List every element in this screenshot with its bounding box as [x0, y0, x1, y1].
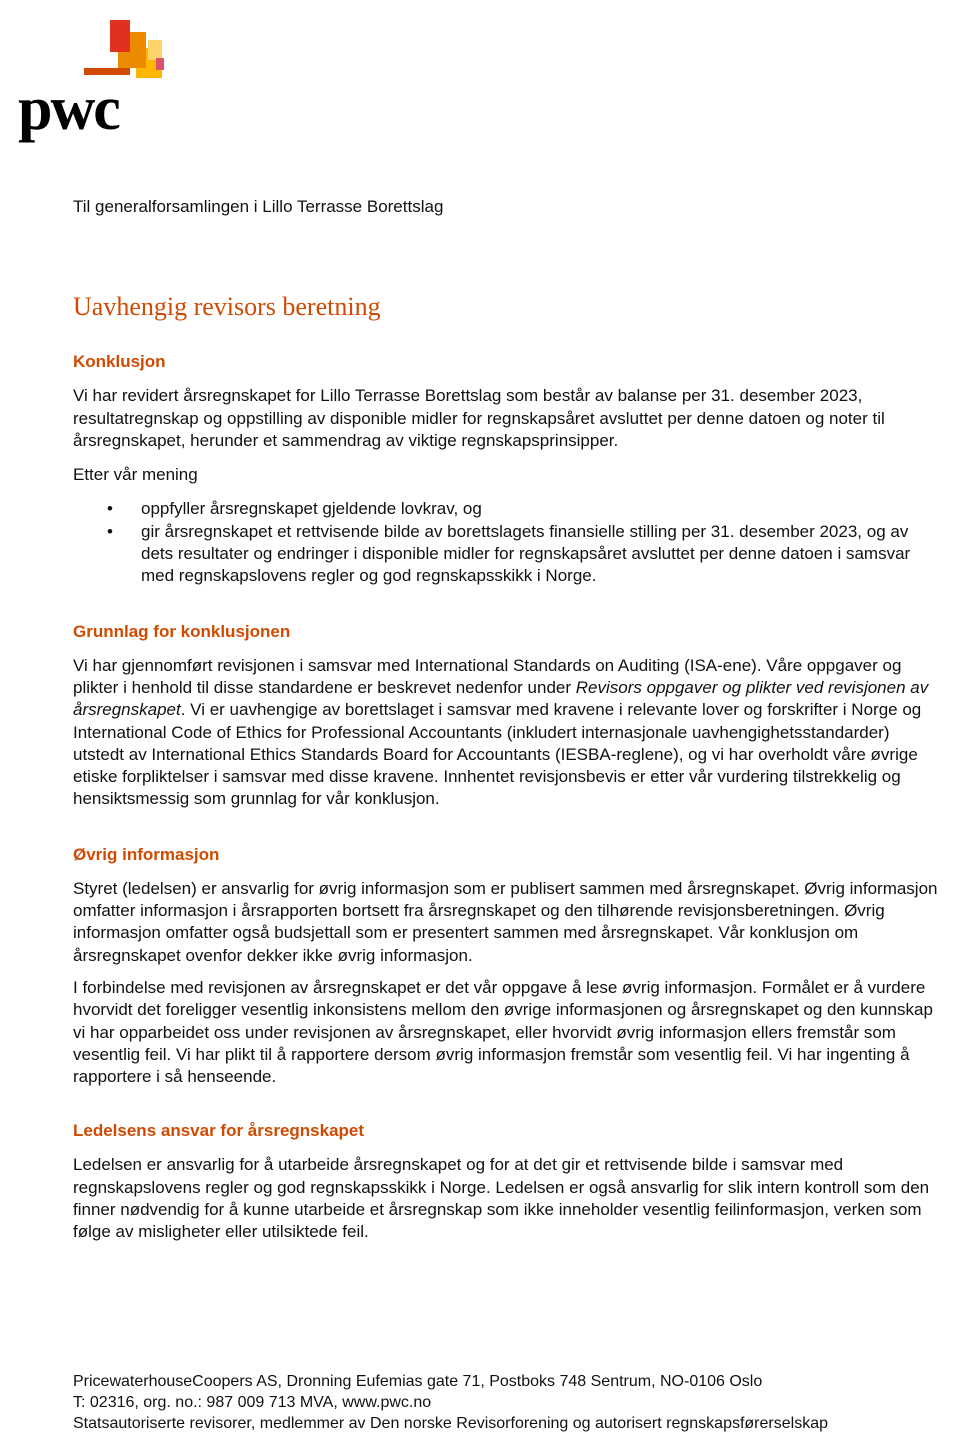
list-item — [73, 498, 945, 520]
logo-block-rose — [156, 58, 164, 70]
section-ovrig-informasjon — [73, 844, 945, 1089]
footer-contact: T: 02316, org. no.: 987 009 713 MVA, www.pwc.no — [73, 1394, 432, 1411]
section-heading-ledelsen: Ledelsens ansvar for årsregnskapet — [73, 1121, 365, 1141]
list-item-text: gir årsregnskapet et rettvisende bilde av borettslagets finansielle stilling per 31. desember 2023, og av dets resultater og endringer i disponible midler for regnskapsåret avsluttet per denne datoen i samsvar med regnskapslovens regler og god regnskapsskikk i Norge. — [141, 521, 911, 586]
logo-block-light-yellow — [148, 40, 162, 60]
logo-block-red-bar — [84, 68, 130, 75]
ovrig-paragraph-2: I forbindelse med revisjonen av årsregnskapet er det vår oppgave å lese øvrig informasjon. Formålet er å vurdere hvorvidt det foreligger vesentlig inkonsistens mellom den øvrige informasjonen og årsregnskapet og den kunnskap vi har opparbeidet oss under revisjonen av årsregnskapet, eller hvorvidt øvrig informasjon ellers fremstår som vesentlig feil. Vi har plikt til å rapportere dersom øvrig informasjon fremstår som vesentlig feil. Vi har ingenting å rapportere i så henseende. — [73, 977, 933, 1087]
bullet-icon: • — [107, 499, 113, 519]
section-heading-grunnlag: Grunnlag for konklusjonen — [73, 621, 291, 641]
list-item — [73, 521, 945, 588]
konklusjon-intro: Etter vår mening — [73, 465, 198, 485]
grunnlag-text-start: Vi har gjennomført revisjonen i samsvar med International Standards on Auditing (ISA-ene). Våre oppgaver og plikter i henhold til disse standardene er beskrevet nedenfor under — [73, 655, 902, 697]
ledelsen-paragraph: Ledelsen er ansvarlig for å utarbeide årsregnskapet og for at det gir et rettvisende bilde i samsvar med regnskapslovens regler og god regnskapsskikk i Norge. Ledelsen er også ansvarlig for slik intern kontroll som den finner nødvendig for å kunne utarbeide et årsregnskap som ikke inneholder vesentlig feilinformasjon, verken som følge av misligheter eller utilsiktede feil. — [73, 1155, 930, 1242]
grunnlag-text-end: . Vi er uavhengige av borettslaget i samsvar med kravene i relevante lover og forskrifter i Norge og International Code of Ethics for Professional Accountants (inkludert internasjonale uavhengighetsstandarder) utstedt av International Ethics Standards Board for Accountants (IESBA-reglene), og vi har overholdt våre øvrige etiske forpliktelser i samsvar med disse kravene. Innhentet revisjonsbevis er etter vår vurdering tilstrekkelig og hensiktsmessig som grunnlag for vår konklusjon. — [73, 700, 922, 809]
logo-wordmark: pwc — [18, 75, 119, 143]
section-heading-ovrig: Øvrig informasjon — [73, 844, 220, 864]
addressee: Til generalforsamlingen i Lillo Terrasse Borettslag — [73, 197, 444, 216]
section-grunnlag — [73, 621, 945, 811]
konklusjon-bullet-list — [73, 498, 945, 587]
ovrig-paragraph-1: Styret (ledelsen) er ansvarlig for øvrig informasjon som er publisert sammen med årsregnskapet. Øvrig informasjon omfatter informasjon i årsrapporten bortsett fra årsregnskapet og den tilhørende revisjonsberetningen. Øvrig informasjon omfatter også budsjettall som er presentert sammen med årsregnskapet. Vår konklusjon om årsregnskapet ovenfor dekker ikke øvrig informasjon. — [73, 878, 938, 965]
section-konklusjon — [73, 351, 945, 587]
logo-block-red — [110, 20, 130, 52]
list-item-text: oppfyller årsregnskapet gjeldende lovkrav, og — [141, 499, 482, 519]
footer-address: PricewaterhouseCoopers AS, Dronning Eufemias gate 71, Postboks 748 Sentrum, NO-0106 Oslo — [73, 1373, 763, 1390]
section-ledelsens-ansvar — [73, 1120, 945, 1243]
page-footer — [73, 1371, 953, 1434]
pwc-logo — [18, 18, 168, 143]
grunnlag-paragraph — [73, 655, 945, 811]
letter-body — [73, 196, 945, 1244]
page-title: Uavhengig revisors beretning — [73, 292, 381, 322]
grunnlag-italic-reference: Revisors oppgaver og plikter ved revisjonen av årsregnskapet — [73, 677, 929, 720]
bullet-icon: • — [107, 521, 113, 541]
footer-description: Statsautoriserte revisorer, medlemmer av Den norske Revisorforening og autorisert regnskapsførerselskap — [73, 1415, 828, 1432]
section-heading-konklusjon: Konklusjon — [73, 352, 166, 372]
konklusjon-paragraph: Vi har revidert årsregnskapet for Lillo Terrasse Borettslag som består av balanse per 31. desember 2023, resultatregnskap og oppstilling av disponible midler for regnskapsåret avsluttet per denne datoen og noter til årsregnskapet, herunder et sammendrag av viktige regnskapsprinsipper. — [73, 386, 885, 450]
